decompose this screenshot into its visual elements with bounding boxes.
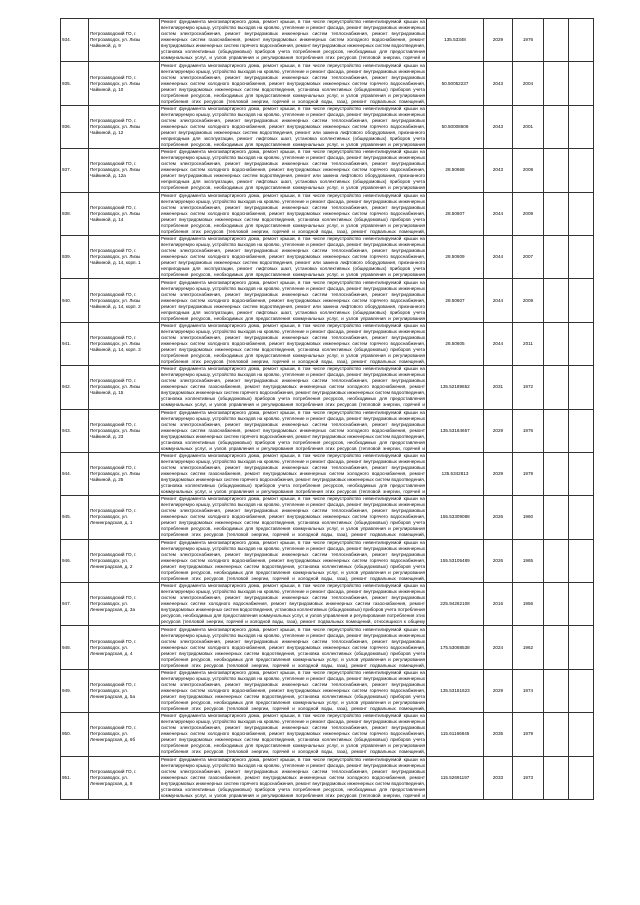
address-cell: Петрозаводский ГО, г. Петрозаводск, ул. Ленинградская, д. 6б [89,713,160,756]
repair-year-cell: 2031 [484,366,513,409]
empty-cell [569,235,594,278]
build-year-cell: 2008 [513,149,544,192]
empty-cell [569,452,594,495]
works-cell [160,409,427,452]
repair-year-cell: 2029 [484,19,513,62]
address-cell: Петрозаводский ГО, г. Петрозаводск, ул. Ленинградская, д. 5а [89,669,160,712]
address-cell: Петрозаводский ГО, г. Петрозаводск, ул. Ленинградская, д. 3а [89,583,160,626]
works-cell [160,366,427,409]
build-year-cell: 2007 [513,235,544,278]
works-text: Ремонт фундамента многоквартирного дома, ремонт крыши, в том числе переустройство невентилируемой крыши на вентилируемую крышу, устройство выходов на кровлю, утепление и ремонт фасада, ремонт внутридомовых инженерных систем электроснабжения, ремонт внутридомовых инженерных систем теплоснабжения, ремонт внутридомовых инженерных систем газоснабжения, ремонт внутридомовых инженерных систем холодного водоснабжения, ремонт внутридомовых инженерных систем горячего водоснабжения, ремонт внутридомовых инженерных систем водоотведения, установка коллективных (общедомовых) приборов учета потребления ресурсов, необходимых для предоставления коммунальных услуг, и узлов управления и регулирования потребления этих ресурсов (тепловой энергии, горячей и [161,453,425,495]
cost-cell: 28.50607 [427,279,484,322]
empty-cell [544,409,569,452]
repair-year-cell: 2043 [484,105,513,148]
works-text: Ремонт фундамента многоквартирного дома, ремонт крыши, в том числе переустройство невентилируемой крыши на вентилируемую крышу, устройство выходов на кровлю, утепление и ремонт фасада, ремонт внутридомовых инженерных систем электроснабжения, ремонт внутридомовых инженерных систем теплоснабжения, ремонт внутридомовых инженерных систем холодного водоснабжения, ремонт внутридомовых инженерных систем горячего водоснабжения, ремонт внутридомовых инженерных систем водоотведения, установка коллективных (общедомовых) приборов учета потребления ресурсов, необходимых для предоставления коммунальных услуг, и узлов управления и регулирования потребления этих ресурсов (тепловой энергии, горячей и холодной воды, газа), ремонт подвальных помещений, [161,539,425,581]
table-row [61,62,594,105]
empty-cell [569,496,594,539]
works-text: Ремонт фундамента многоквартирного дома, ремонт крыши, в том числе переустройство невентилируемой крыши на вентилируемую крышу, устройство выходов на кровлю, утепление и ремонт фасада, ремонт внутридомовых инженерных систем электроснабжения, ремонт внутридомовых инженерных систем теплоснабжения, ремонт внутридомовых инженерных систем газоснабжения, ремонт внутридомовых инженерных систем холодного водоснабжения, ремонт внутридомовых инженерных систем горячего водоснабжения, ремонт внутридомовых инженерных систем водоотведения, установка коллективных (общедомовых) приборов учета потребления ресурсов, необходимых для предоставления коммунальных услуг, и узлов управления и регулирования потребления этих ресурсов (тепловой энергии, горячей и [161,366,425,408]
build-year-cell: 1973 [513,756,544,799]
empty-cell [569,62,594,105]
works-cell [160,322,427,365]
works-text: Ремонт фундамента многоквартирного дома, ремонт крыши, в том числе переустройство невентилируемой крыши на вентилируемую крышу, устройство выходов на кровлю, утепление и ремонт фасада, ремонт внутридомовых инженерных систем электроснабжения, ремонт внутридомовых инженерных систем теплоснабжения, ремонт внутридомовых инженерных систем холодного водоснабжения, ремонт внутридомовых инженерных систем горячего водоснабжения, ремонт внутридомовых инженерных систем водоотведения, ремонт или замена лифтового оборудования, признанного непригодным для эксплуатации, ремонт лифтовых шахт, установка коллективных (общедомовых) приборов учета потребления ресурсов, необходимых для предоставления коммунальных услуг, и узлов управления и регулирования [161,105,425,147]
address-cell: Петрозаводский ГО, г. Петрозаводск, ул. Лизы Чайкиной, д. 12а [89,149,160,192]
row-number-cell: 948. [61,626,89,669]
row-number-cell: 949. [61,669,89,712]
empty-cell [569,626,594,669]
repair-year-cell: 2043 [484,149,513,192]
table-row [61,669,594,712]
works-cell [160,539,427,582]
row-number-cell: 939. [61,235,89,278]
empty-cell [569,19,594,62]
table-row [61,279,594,322]
works-text: Ремонт фундамента многоквартирного дома, ремонт крыши, в том числе переустройство невентилируемой крыши на вентилируемую крышу, устройство выходов на кровлю, утепление и ремонт фасада, ремонт внутридомовых инженерных систем электроснабжения, ремонт внутридомовых инженерных систем теплоснабжения, ремонт внутридомовых инженерных систем холодного водоснабжения, ремонт внутридомовых инженерных систем горячего водоснабжения, ремонт внутридомовых инженерных систем водоотведения, ремонт или замена лифтового оборудования, признанного непригодным для эксплуатации, ремонт лифтовых шахт, установка коллективных (общедомовых) приборов учета потребления ресурсов, необходимых для предоставления коммунальных услуг, и узлов управления и регулирования [161,236,425,278]
table-row [61,192,594,235]
row-number-cell: 944. [61,452,89,495]
empty-cell [569,105,594,148]
build-year-cell: 2009 [513,192,544,235]
table-row [61,322,594,365]
repair-year-cell: 2026 [484,539,513,582]
address-cell: Петрозаводский ГО, г. Петрозаводск, ул. Лизы Чайкиной, д. 10 [89,62,160,105]
empty-cell [569,756,594,799]
empty-cell [544,539,569,582]
empty-cell [544,235,569,278]
repair-year-cell: 2044 [484,322,513,365]
build-year-cell: 1979 [513,452,544,495]
row-number-cell: 941. [61,322,89,365]
empty-cell [544,713,569,756]
empty-cell [569,192,594,235]
works-text: Ремонт фундамента многоквартирного дома, ремонт крыши, в том числе переустройство невентилируемой крыши на вентилируемую крышу, устройство выходов на кровлю, утепление и ремонт фасада, ремонт внутридомовых инженерных систем электроснабжения, ремонт внутридомовых инженерных систем теплоснабжения, ремонт внутридомовых инженерных систем холодного водоснабжения, ремонт внутридомовых инженерных систем горячего водоснабжения, ремонт внутридомовых инженерных систем водоотведения, установка коллективных (общедомовых) приборов учета потребления ресурсов, необходимых для предоставления коммунальных услуг, и узлов управления и регулирования потребления этих ресурсов (тепловой энергии, горячей и холодной воды, газа), ремонт подвальных помещений, [161,626,425,668]
empty-cell [569,583,594,626]
repair-year-cell: 2024 [484,626,513,669]
table-row [61,713,594,756]
row-number-cell: 943. [61,409,89,452]
cost-cell: 115.52691197 [427,756,484,799]
cost-cell: 135.53181623 [427,669,484,712]
row-number-cell: 938. [61,192,89,235]
address-cell: Петрозаводский ГО, г. Петрозаводск, ул. Лизы Чайкиной, д. 12 [89,105,160,148]
address-cell: Петрозаводский ГО, г. Петрозаводск, ул. Лизы Чайкиной, д. 15 [89,366,160,409]
empty-cell [544,626,569,669]
address-cell: Петрозаводский ГО, г. Петрозаводск, ул. Лизы Чайкиной, д. 25 [89,452,160,495]
empty-cell [544,149,569,192]
works-cell [160,235,427,278]
table-row [61,149,594,192]
row-number-cell: 936. [61,105,89,148]
build-year-cell: 1960 [513,496,544,539]
works-text: Ремонт фундамента многоквартирного дома, ремонт крыши, в том числе переустройство невентилируемой крыши на вентилируемую крышу, устройство выходов на кровлю, утепление и ремонт фасада, ремонт внутридомовых инженерных систем электроснабжения, ремонт внутридомовых инженерных систем теплоснабжения, ремонт внутридомовых инженерных систем газоснабжения, ремонт внутридомовых инженерных систем холодного водоснабжения, ремонт внутридомовых инженерных систем горячего водоснабжения, ремонт внутридомовых инженерных систем водоотведения, установка коллективных (общедомовых) приборов учета потребления ресурсов, необходимых для предоставления коммунальных услуг, и узлов управления и регулирования потребления этих ресурсов (тепловой энергии, горячей и [161,409,425,451]
empty-cell [544,62,569,105]
address-cell: Петрозаводский ГО, г. Петрозаводск, ул. Лизы Чайкиной, д. 9 [89,19,160,62]
address-cell: Петрозаводский ГО, г. Петрозаводск, ул. Ленинградская, д. 8 [89,756,160,799]
row-number-cell: 947. [61,583,89,626]
empty-cell [569,713,594,756]
repair-year-cell: 2029 [484,452,513,495]
works-cell [160,669,427,712]
row-number-cell: 940. [61,279,89,322]
table-row [61,19,594,62]
table-row [61,452,594,495]
repair-year-cell: 2029 [484,409,513,452]
cost-cell: 50.50008608 [427,105,484,148]
works-cell [160,149,427,192]
address-cell: Петрозаводский ГО, г. Петрозаводск, ул. Лизы Чайкиной, д. 14, корп. 1 [89,235,160,278]
row-number-cell: 945. [61,496,89,539]
empty-cell [569,409,594,452]
capital-repair-table [60,18,594,800]
repair-year-cell: 2033 [484,756,513,799]
address-cell: Петрозаводский ГО, г. Петрозаводск, ул. Лизы Чайкиной, д. 14, корп. 2 [89,279,160,322]
empty-cell [569,539,594,582]
build-year-cell: 1962 [513,626,544,669]
works-cell [160,496,427,539]
row-number-cell: 951. [61,756,89,799]
empty-cell [569,366,594,409]
works-cell [160,279,427,322]
cost-cell: 50.50052237 [427,62,484,105]
table-body [61,19,594,800]
repair-year-cell: 2035 [484,713,513,756]
repair-year-cell: 2016 [484,583,513,626]
empty-cell [544,496,569,539]
cost-cell: 155.53105489 [427,539,484,582]
address-cell: Петрозаводский ГО, г. Петрозаводск, ул. Лизы Чайкиной, д. 14, корп. 3 [89,322,160,365]
cost-cell: 155.53309088 [427,496,484,539]
repair-year-cell: 2044 [484,235,513,278]
works-text: Ремонт фундамента многоквартирного дома, ремонт крыши, в том числе переустройство невентилируемой крыши на вентилируемую крышу, устройство выходов на кровлю, утепление и ремонт фасада, ремонт внутридомовых инженерных систем электроснабжения, ремонт внутридомовых инженерных систем теплоснабжения, ремонт внутридомовых инженерных систем холодного водоснабжения, ремонт внутридомовых инженерных систем горячего водоснабжения, ремонт внутридомовых инженерных систем водоотведения, установка коллективных (общедомовых) приборов учета потребления ресурсов, необходимых для предоставления коммунальных услуг, и узлов управления и регулирования потребления этих ресурсов (тепловой энергии, горячей и холодной воды, газа), ремонт подвальных помещений, [161,670,425,712]
works-cell [160,626,427,669]
empty-cell [544,366,569,409]
empty-cell [569,322,594,365]
empty-cell [569,149,594,192]
cost-cell: 115.61166845 [427,713,484,756]
repair-year-cell: 2029 [484,669,513,712]
table-row [61,583,594,626]
table-row [61,496,594,539]
works-text: Ремонт фундамента многоквартирного дома, ремонт крыши, в том числе переустройство невентилируемой крыши на вентилируемую крышу, устройство выходов на кровлю, утепление и ремонт фасада, ремонт внутридомовых инженерных систем электроснабжения, ремонт внутридомовых инженерных систем теплоснабжения, ремонт внутридомовых инженерных систем газоснабжения, ремонт внутридомовых инженерных систем холодного водоснабжения, ремонт внутридомовых инженерных систем горячего водоснабжения, ремонт внутридомовых инженерных систем водоотведения, установка коллективных (общедомовых) приборов учета потребления ресурсов, необходимых для предоставления коммунальных услуг, и узлов управления и регулирования потребления этих ресурсов (тепловой энергии, горячей и [161,756,425,798]
row-number-cell: 950. [61,713,89,756]
row-number-cell: 935. [61,62,89,105]
works-cell [160,192,427,235]
works-cell [160,713,427,756]
table-row [61,756,594,799]
works-cell [160,62,427,105]
row-number-cell: 937. [61,149,89,192]
table-row [61,105,594,148]
build-year-cell: 1972 [513,366,544,409]
works-text: Ремонт фундамента многоквартирного дома, ремонт крыши, в том числе переустройство невентилируемой крыши на вентилируемую крышу, устройство выходов на кровлю, утепление и ремонт фасада, ремонт внутридомовых инженерных систем электроснабжения, ремонт внутридомовых инженерных систем теплоснабжения, ремонт внутридомовых инженерных систем холодного водоснабжения, ремонт внутридомовых инженерных систем горячего водоснабжения, ремонт внутридомовых инженерных систем водоотведения, установка коллективных (общедомовых) приборов учета потребления ресурсов, необходимых для предоставления коммунальных услуг, и узлов управления и регулирования потребления этих ресурсов (тепловой энергии, горячей и холодной воды, газа), ремонт подвальных помещений, [161,192,425,234]
empty-cell [569,279,594,322]
repair-year-cell: 2044 [484,279,513,322]
table-row [61,366,594,409]
works-cell [160,452,427,495]
empty-cell [569,669,594,712]
works-text: Ремонт фундамента многоквартирного дома, ремонт крыши, в том числе переустройство невентилируемой крыши на вентилируемую крышу, устройство выходов на кровлю, утепление и ремонт фасада, ремонт внутридомовых инженерных систем электроснабжения, ремонт внутридомовых инженерных систем теплоснабжения, ремонт внутридомовых инженерных систем холодного водоснабжения, ремонт внутридомовых инженерных систем горячего водоснабжения, ремонт внутридомовых инженерных систем водоотведения, ремонт или замена лифтового оборудования, признанного непригодным для эксплуатации, ремонт лифтовых шахт, установка коллективных (общедомовых) приборов учета потребления ресурсов, необходимых для предоставления коммунальных услуг, и узлов управления и регулирования [161,149,425,191]
build-year-cell: 1965 [513,539,544,582]
address-cell: Петрозаводский ГО, г. Петрозаводск, ул. Ленинградская, д. 4 [89,626,160,669]
cost-cell: 175.53068538 [427,626,484,669]
works-text: Ремонт фундамента многоквартирного дома, ремонт крыши, в том числе переустройство невентилируемой крыши на вентилируемую крышу, устройство выходов на кровлю, утепление и ремонт фасада, ремонт внутридомовых инженерных систем электроснабжения, ремонт внутридомовых инженерных систем теплоснабжения, ремонт внутридомовых инженерных систем газоснабжения, ремонт внутридомовых инженерных систем холодного водоснабжения, ремонт внутридомовых инженерных систем горячего водоснабжения, ремонт внутридомовых инженерных систем водоотведения, установка коллективных (общедомовых) приборов учета потребления ресурсов, необходимых для предоставления коммунальных услуг, и узлов управления и регулирования потребления этих ресурсов (тепловой энергии, горячей и [161,19,425,61]
empty-cell [544,583,569,626]
address-cell: Петрозаводский ГО, г. Петрозаводск, ул. Лизы Чайкиной, д. 14 [89,192,160,235]
repair-year-cell: 2026 [484,496,513,539]
row-number-cell: 934. [61,19,89,62]
build-year-cell: 1974 [513,669,544,712]
works-cell [160,105,427,148]
build-year-cell: 2001 [513,105,544,148]
empty-cell [544,19,569,62]
table-row [61,409,594,452]
row-number-cell: 942. [61,366,89,409]
empty-cell [544,669,569,712]
build-year-cell: 2011 [513,322,544,365]
build-year-cell: 1979 [513,713,544,756]
cost-cell: 135.53184657 [427,409,484,452]
works-cell [160,19,427,62]
cost-cell: 225.94262108 [427,583,484,626]
build-year-cell: 1976 [513,19,544,62]
works-text: Ремонт фундамента многоквартирного дома, ремонт крыши, в том числе переустройство невентилируемой крыши на вентилируемую крышу, устройство выходов на кровлю, утепление и ремонт фасада, ремонт внутридомовых инженерных систем электроснабжения, ремонт внутридомовых инженерных систем теплоснабжения, ремонт внутридомовых инженерных систем холодного водоснабжения, ремонт внутридомовых инженерных систем горячего водоснабжения, ремонт внутридомовых инженерных систем водоотведения, установка коллективных (общедомовых) приборов учета потребления ресурсов, необходимых для предоставления коммунальных услуг, и узлов управления и регулирования потребления этих ресурсов (тепловой энергии, горячей и холодной воды, газа), ремонт подвальных помещений, [161,322,425,364]
build-year-cell: 2004 [513,62,544,105]
repair-year-cell: 2043 [484,62,513,105]
works-cell [160,583,427,626]
build-year-cell: 1956 [513,583,544,626]
row-number-cell: 946. [61,539,89,582]
works-text: Ремонт фундамента многоквартирного дома, ремонт крыши, в том числе переустройство невентилируемой крыши на вентилируемую крышу, устройство выходов на кровлю, утепление и ремонт фасада, ремонт внутридомовых инженерных систем электроснабжения, ремонт внутридомовых инженерных систем теплоснабжения, ремонт внутридомовых инженерных систем холодного водоснабжения, ремонт внутридомовых инженерных систем горячего водоснабжения, ремонт внутридомовых инженерных систем водоотведения, установка коллективных (общедомовых) приборов учета потребления ресурсов, необходимых для предоставления коммунальных услуг, и узлов управления и регулирования потребления этих ресурсов (тепловой энергии, горячей и холодной воды, газа), ремонт подвальных помещений, [161,62,425,104]
works-text: Ремонт фундамента многоквартирного дома, ремонт крыши, в том числе переустройство невентилируемой крыши на вентилируемую крышу, устройство выходов на кровлю, утепление и ремонт фасада, ремонт внутридомовых инженерных систем электроснабжения, ремонт внутридомовых инженерных систем теплоснабжения, ремонт внутридомовых инженерных систем холодного водоснабжения, ремонт внутридомовых инженерных систем газоснабжения, ремонт внутридомовых инженерных систем водоотведения, установка коллективных (общедомовых) приборов учета потребления ресурсов, необходимых для предоставления коммунальных услуг, и узлов управления и регулирования потребления этих ресурсов (тепловой энергии, горячей и холодной воды, газа), ремонт подвальных помещений, относящихся к общему [161,583,425,625]
empty-cell [544,105,569,148]
address-cell: Петрозаводский ГО, г. Петрозаводск, ул. Лизы Чайкиной, д. 23 [89,409,160,452]
cost-cell: 135.5342813 [427,452,484,495]
table-row [61,539,594,582]
cost-cell: 28.50607 [427,192,484,235]
works-cell [160,756,427,799]
empty-cell [544,452,569,495]
cost-cell: 28.50668 [427,149,484,192]
table-row [61,626,594,669]
empty-cell [544,279,569,322]
table-row [61,235,594,278]
cost-cell: 28.50609 [427,235,484,278]
cost-cell: 28.50605 [427,322,484,365]
works-text: Ремонт фундамента многоквартирного дома, ремонт крыши, в том числе переустройство невентилируемой крыши на вентилируемую крышу, устройство выходов на кровлю, утепление и ремонт фасада, ремонт внутридомовых инженерных систем электроснабжения, ремонт внутридомовых инженерных систем теплоснабжения, ремонт внутридомовых инженерных систем холодного водоснабжения, ремонт внутридомовых инженерных систем горячего водоснабжения, ремонт внутридомовых инженерных систем водоотведения, установка коллективных (общедомовых) приборов учета потребления ресурсов, необходимых для предоставления коммунальных услуг, и узлов управления и регулирования потребления этих ресурсов (тепловой энергии, горячей и холодной воды, газа), ремонт подвальных помещений, [161,496,425,538]
repair-year-cell: 2044 [484,192,513,235]
build-year-cell: 2009 [513,279,544,322]
address-cell: Петрозаводский ГО, г. Петрозаводск, ул. Ленинградская, д. 2 [89,539,160,582]
build-year-cell: 1976 [513,409,544,452]
works-text: Ремонт фундамента многоквартирного дома, ремонт крыши, в том числе переустройство невентилируемой крыши на вентилируемую крышу, устройство выходов на кровлю, утепление и ремонт фасада, ремонт внутридомовых инженерных систем электроснабжения, ремонт внутридомовых инженерных систем теплоснабжения, ремонт внутридомовых инженерных систем холодного водоснабжения, ремонт внутридомовых инженерных систем горячего водоснабжения, ремонт внутридомовых инженерных систем водоотведения, установка коллективных (общедомовых) приборов учета потребления ресурсов, необходимых для предоставления коммунальных услуг, и узлов управления и регулирования потребления этих ресурсов (тепловой энергии, горячей и холодной воды, газа), ремонт подвальных помещений, [161,713,425,755]
empty-cell [544,756,569,799]
empty-cell [544,192,569,235]
empty-cell [544,322,569,365]
cost-cell: 135.52189652 [427,366,484,409]
address-cell: Петрозаводский ГО, г. Петрозаводск, ул. Ленинградская, д. 1 [89,496,160,539]
works-text: Ремонт фундамента многоквартирного дома, ремонт крыши, в том числе переустройство невентилируемой крыши на вентилируемую крышу, устройство выходов на кровлю, утепление и ремонт фасада, ремонт внутридомовых инженерных систем электроснабжения, ремонт внутридомовых инженерных систем теплоснабжения, ремонт внутридомовых инженерных систем холодного водоснабжения, ремонт внутридомовых инженерных систем горячего водоснабжения, ремонт внутридомовых инженерных систем водоотведения, ремонт или замена лифтового оборудования, признанного непригодным для эксплуатации, ремонт лифтовых шахт, установка коллективных (общедомовых) приборов учета потребления ресурсов, необходимых для предоставления коммунальных услуг, и узлов управления и регулирования [161,279,425,321]
cost-cell: 135.53348 [427,19,484,62]
